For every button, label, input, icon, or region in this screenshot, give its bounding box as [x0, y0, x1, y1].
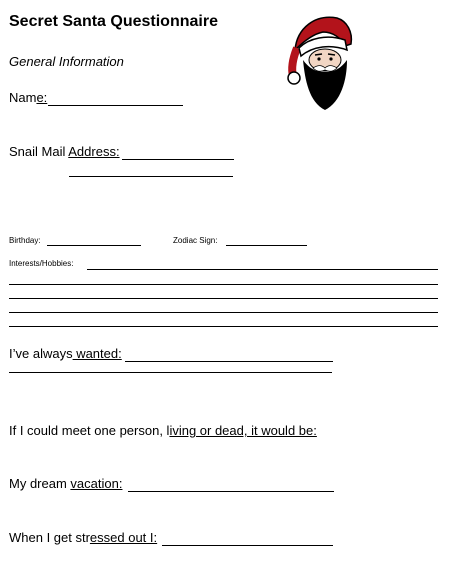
always-wanted-line-2[interactable]: [9, 372, 332, 373]
name-label: Name:: [9, 90, 48, 105]
page-title: Secret Santa Questionnaire: [9, 13, 218, 30]
zodiac-label: Zodiac Sign:: [173, 236, 218, 245]
meet-person-label: If I could meet one person, living or dead, it would be:: [9, 423, 317, 438]
interests-label: Interests/Hobbies:: [9, 259, 74, 268]
interests-line-4[interactable]: [9, 312, 438, 313]
stressed-label: When I get stressed out I:: [9, 530, 158, 545]
name-line[interactable]: [48, 105, 183, 106]
dream-vacation-label: My dream vacation:: [9, 476, 123, 491]
address-label: Snail Mail Address:: [9, 144, 120, 159]
zodiac-line[interactable]: [226, 245, 307, 246]
always-wanted-line-1[interactable]: [125, 361, 333, 362]
santa-clipart: [285, 10, 355, 115]
birthday-line[interactable]: [47, 245, 141, 246]
interests-line-5[interactable]: [9, 326, 438, 327]
dream-vacation-line[interactable]: [128, 491, 334, 492]
birthday-label: Birthday:: [9, 236, 41, 245]
address-line-1[interactable]: [122, 159, 234, 160]
always-wanted-label: I’ve always wanted:: [9, 346, 122, 361]
interests-line-1[interactable]: [87, 269, 438, 270]
interests-line-3[interactable]: [9, 298, 438, 299]
section-subtitle: General Information: [9, 54, 124, 69]
address-line-2[interactable]: [69, 176, 233, 177]
stressed-line[interactable]: [162, 545, 333, 546]
interests-line-2[interactable]: [9, 284, 438, 285]
